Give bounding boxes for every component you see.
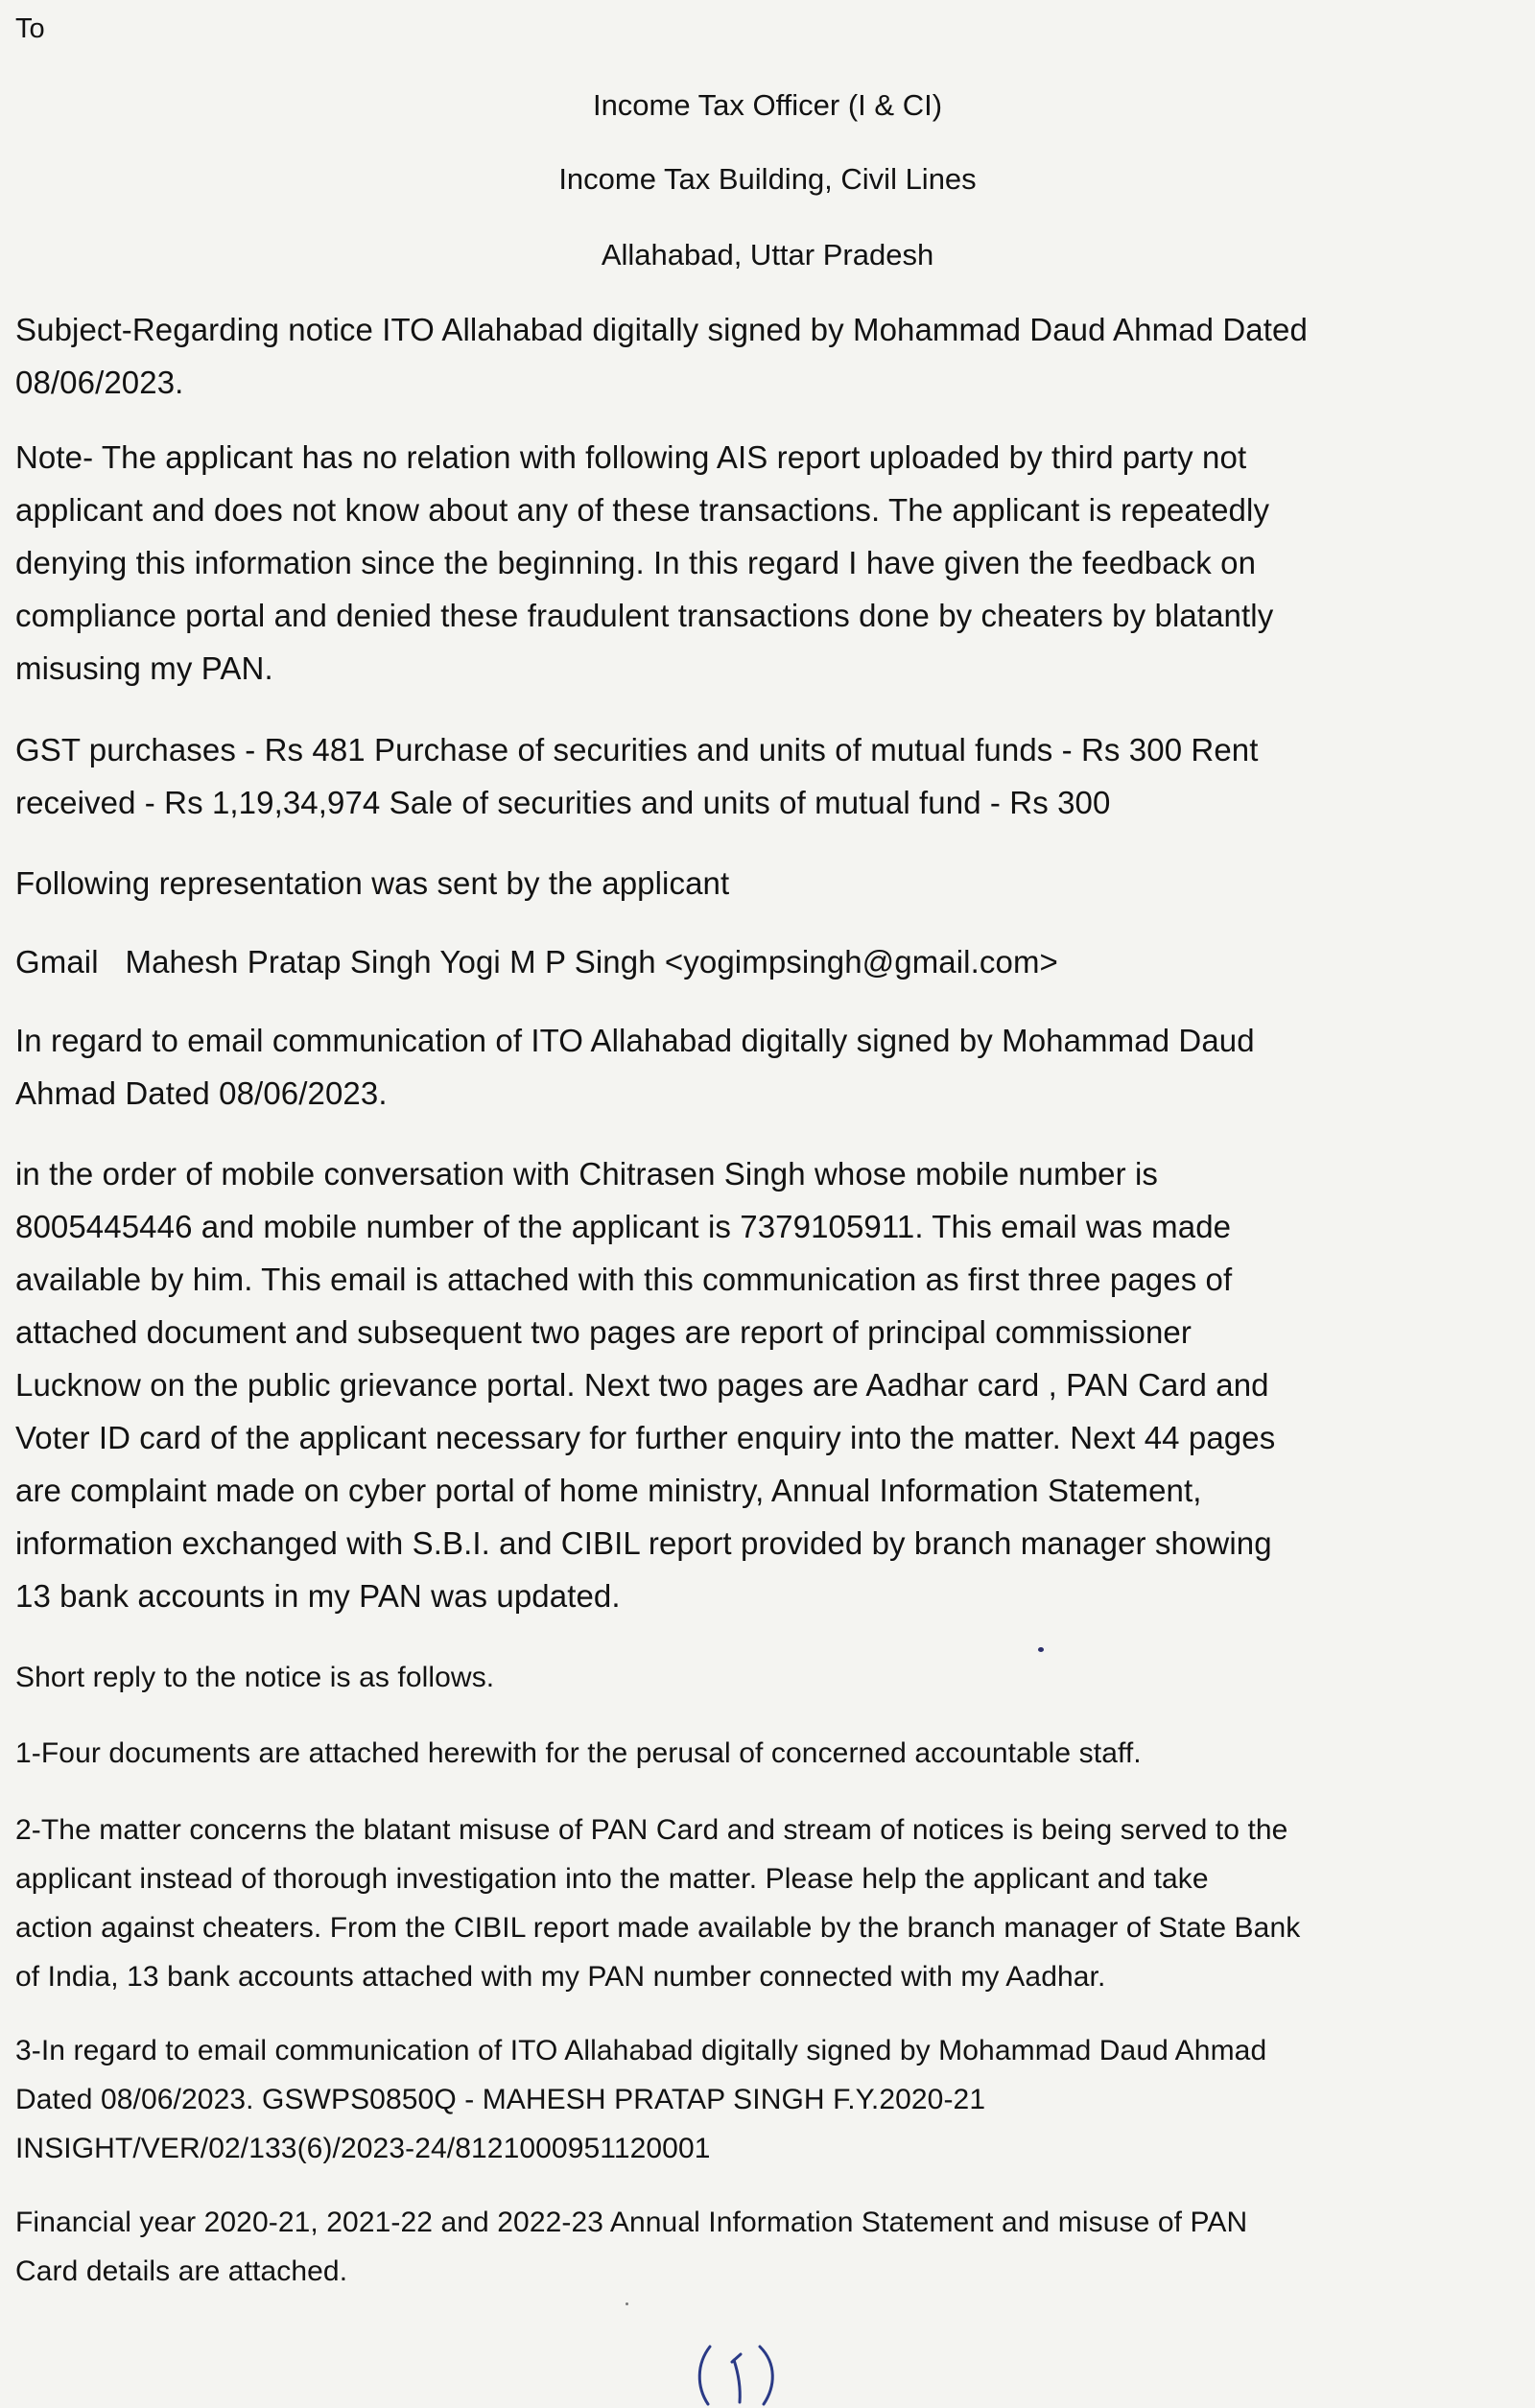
recipient-city: Allahabad, Uttar Pradesh: [601, 238, 934, 271]
ais-transactions-paragraph: GST purchases - Rs 481 Purchase of securities and units of mutual funds - Rs 300 Rent received - Rs 1,19,34,974 Sale of securities and units of mutual fund - Rs 300: [15, 732, 1259, 820]
subject-paragraph: Subject-Regarding notice ITO Allahabad digitally signed by Mohammad Daud Ahmad Dated 08/06/2023.: [15, 312, 1308, 400]
salutation-to: To: [15, 13, 45, 44]
ink-speck: [1038, 1647, 1044, 1652]
recipient-building: Income Tax Building, Civil Lines: [558, 162, 977, 196]
representation-paragraph: Following representation was sent by the applicant: [15, 865, 730, 901]
handwritten-page-number: [691, 2341, 796, 2408]
ink-speck: [626, 2302, 628, 2305]
gmail-header-line: Gmail Mahesh Pratap Singh Yogi M P Singh <yogimpsingh@gmail.com>: [15, 944, 1058, 980]
email-regard-paragraph: In regard to email communication of ITO Allahabad digitally signed by Mohammad Daud Ahmad Dated 08/06/2023.: [15, 1023, 1255, 1111]
recipient-title: Income Tax Officer (I & CI): [592, 88, 943, 122]
point-2-paragraph: 2-The matter concerns the blatant misuse of PAN Card and stream of notices is being served to the applicant instead of thorough investigation into the matter. Please help the applicant and take action against cheaters. From the CIBIL report made available by the branch manager of State Bank of India, 13 bank accounts attached with my PAN number connected with my Aadhar.: [15, 1814, 1301, 1993]
short-reply-heading: Short reply to the notice is as follows.: [15, 1662, 495, 1693]
note-paragraph: Note- The applicant has no relation with following AIS report uploaded by third party not applicant and does not know about any of these transactions. The applicant is repeatedly denying this information since the beginning. In this regard I have given the feedback on compliance portal and denied these fraudulent transactions done by cheaters by blatantly misusing my PAN.: [15, 439, 1274, 686]
point-1-paragraph: 1-Four documents are attached herewith for the perusal of concerned accountable staff.: [15, 1737, 1142, 1769]
mobile-conversation-paragraph: in the order of mobile conversation with Chitrasen Singh whose mobile number is 8005445446 and mobile number of the applicant is 7379105911. This email was made available by him. This email is attached with this communication as first three pages of attached document and subsequent two pages are report of principal commissioner Lucknow on the public grievance portal. Next two pages are Aadhar card , PAN Card and Voter ID card of the applicant necessary for further enquiry into the matter. Next 44 pages are complaint made on cyber portal of home ministry, Annual Information Statement, information exchanged with S.B.I. and CIBIL report provided by branch manager showing 13 bank accounts in my PAN was updated.: [15, 1156, 1276, 1614]
point-3-paragraph: 3-In regard to email communication of ITO Allahabad digitally signed by Mohammad Daud Ahmad Dated 08/06/2023. GSWPS0850Q - MAHESH PRATAP SINGH F.Y.2020-21 INSIGHT/VER/02/133(6)/2023-24/8121000951120001: [15, 2035, 1267, 2164]
financial-year-paragraph: Financial year 2020-21, 2021-22 and 2022-23 Annual Information Statement and misuse of PAN Card details are attached.: [15, 2207, 1248, 2287]
